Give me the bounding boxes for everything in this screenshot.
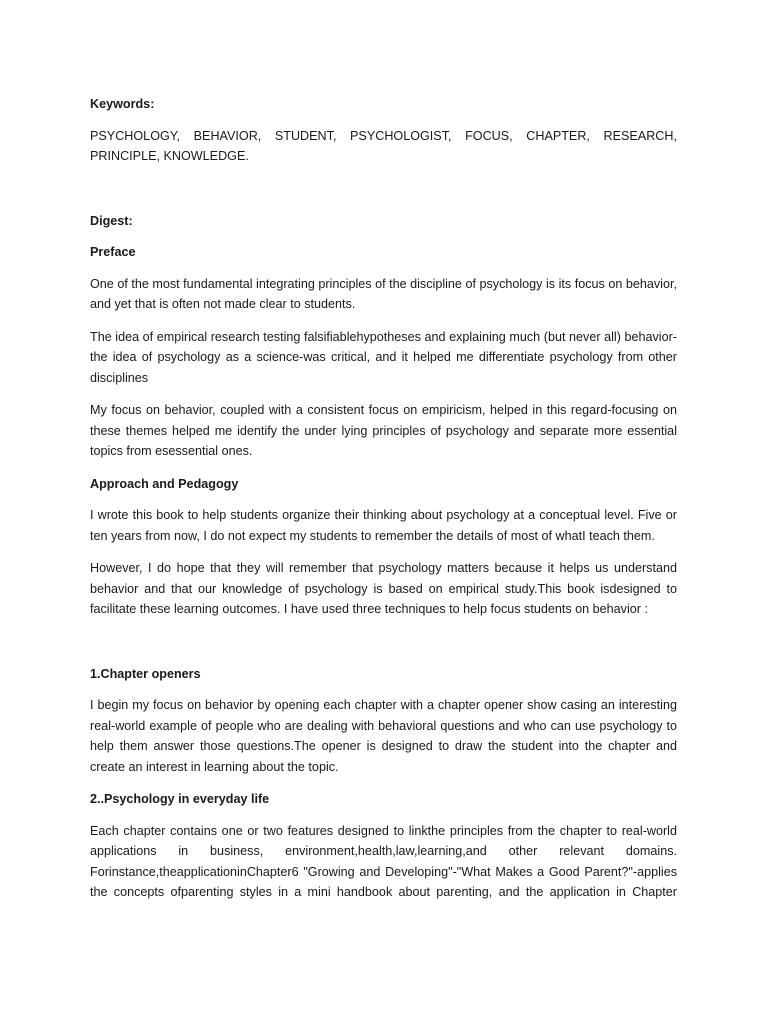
chapter-openers-heading: 1.Chapter openers <box>90 666 201 681</box>
keywords-list: PSYCHOLOGY, BEHAVIOR, STUDENT, PSYCHOLOGIST, FOCUS, CHAPTER, RESEARCH, PRINCIPLE, KNOWLEDGE. <box>90 128 677 163</box>
digest-label: Digest: <box>90 213 133 228</box>
keywords-label: Keywords: <box>90 97 155 111</box>
everyday-life-paragraph: Each chapter contains one or two features designed to linkthe principles from the chapter to real-world applications in business, environment,health,law,learning,and other relevant domains. Forinstance,theapplicationinChapter6 "Growing and Developing"-"What Makes a Good Parent?"-applies the concepts ofparenting styles in a mini handbook about parenting, and the application in Chapter <box>90 823 677 899</box>
approach-paragraph-1: I wrote this book to help students organize their thinking about psychology at a conceptual level. Five or ten years from now, I do not expect my students to remember the details of most of whatI teach them. <box>90 508 677 543</box>
chapter-openers-paragraph: I begin my focus on behavior by opening each chapter with a chapter opener show casing an interesting real-world example of people who are dealing with behavioral questions and who can use psychology to help them answer those questions.The opener is designed to draw the student into the chapter and create an interest in learning about the topic. <box>90 698 677 774</box>
preface-heading: Preface <box>90 245 136 259</box>
preface-paragraph-2: The idea of empirical research testing falsifiablehypotheses and explaining much (but never all) behavior-the idea of psychology as a science-was critical, and it helped me differentiate psychology from other disciplines <box>90 329 677 385</box>
document-page <box>90 94 677 915</box>
everyday-life-heading: 2..Psychology in everyday life <box>90 792 270 806</box>
approach-heading: Approach and Pedagogy <box>90 476 239 491</box>
preface-paragraph-3: My focus on behavior, coupled with a consistent focus on empiricism, helped in this regard-focusing on these themes helped me identify the under lying principles of psychology and separate more essential topics from esessential ones. <box>90 403 677 458</box>
approach-paragraph-2: However, I do hope that they will remember that psychology matters because it helps us understand behavior and that our knowledge of psychology is based on empirical study.This book isdesigned to facilitate these learning outcomes. I have used three techniques to help focus students on behavior : <box>90 561 677 616</box>
preface-paragraph-1: One of the most fundamental integrating principles of the discipline of psychology is its focus on behavior, and yet that is often not made clear to students. <box>90 276 677 311</box>
